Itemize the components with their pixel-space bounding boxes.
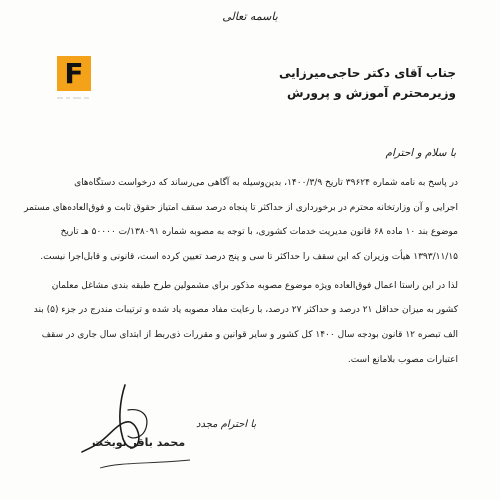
logo-letter: F [64,57,84,90]
body-line: لذا در این راستا اعمال فوق‌العاده ویژه موضوع مصوبه مذکور برای مشمولین طرح طبقه بندی مشاغل معلمان [51,281,458,291]
invocation-heading: باسمه تعالی [222,10,278,23]
body-line: الف تبصره ۱۲ قانون بودجه سال ۱۴۰۰ کل کشور و سایر قوانین و مقررات ذی‌ربط از ابتدای سال جاری در سقف [41,330,458,340]
body-line: در پاسخ به نامه شماره ۳۹۶۲۴ تاریخ ۱۴۰۰/۳/۹، بدین‌وسیله به آگاهی می‌رساند که درخواست دستگاه‌های [74,178,458,188]
salutation: با سلام و احترام [385,147,456,159]
site-logo [57,56,91,91]
body-line: اعتبارات مصوب بلامانع است. [347,355,458,365]
logo-underline [57,94,91,102]
body-line: موضوع بند ۱۰ ماده ۶۸ قانون مدیریت خدمات کشوری، با توجه به مصوبه شماره ۱۳۸۰۹۱/ت ۵۰۰۰۰ هـ تاریخ [60,227,458,237]
body-line: کشور به میزان حداقل ۲۱ درصد و حداکثر ۲۷ درصد، با رعایت مفاد مصوبه یاد شده و ترتیبات مندرج در جزء (۵) بند [33,305,458,315]
addressee-name: جناب آقای دکتر حاجی‌میرزایی [278,66,456,80]
signature-scribble [80,380,200,475]
closing-phrase: با احترام مجدد [196,419,257,430]
addressee-title: وزیرمحترم آموزش و پرورش [287,86,456,100]
body-line: ۱۳۹۳/۱۱/۱۵ هیأت وزیران که این سقف را حداکثر تا سی و پنج درصد تعیین کرده است، قانونی و قابل‌اجرا نیست. [40,252,458,262]
body-line: اجرایی و آن وزارتخانه محترم در برخورداری از حداکثر تا پنجاه درصد سقف امتیاز حقوق ثابت و فوق‌العاده‌های مستمر [24,203,458,213]
signer-name: محمد باقر نوبخت [92,436,186,449]
